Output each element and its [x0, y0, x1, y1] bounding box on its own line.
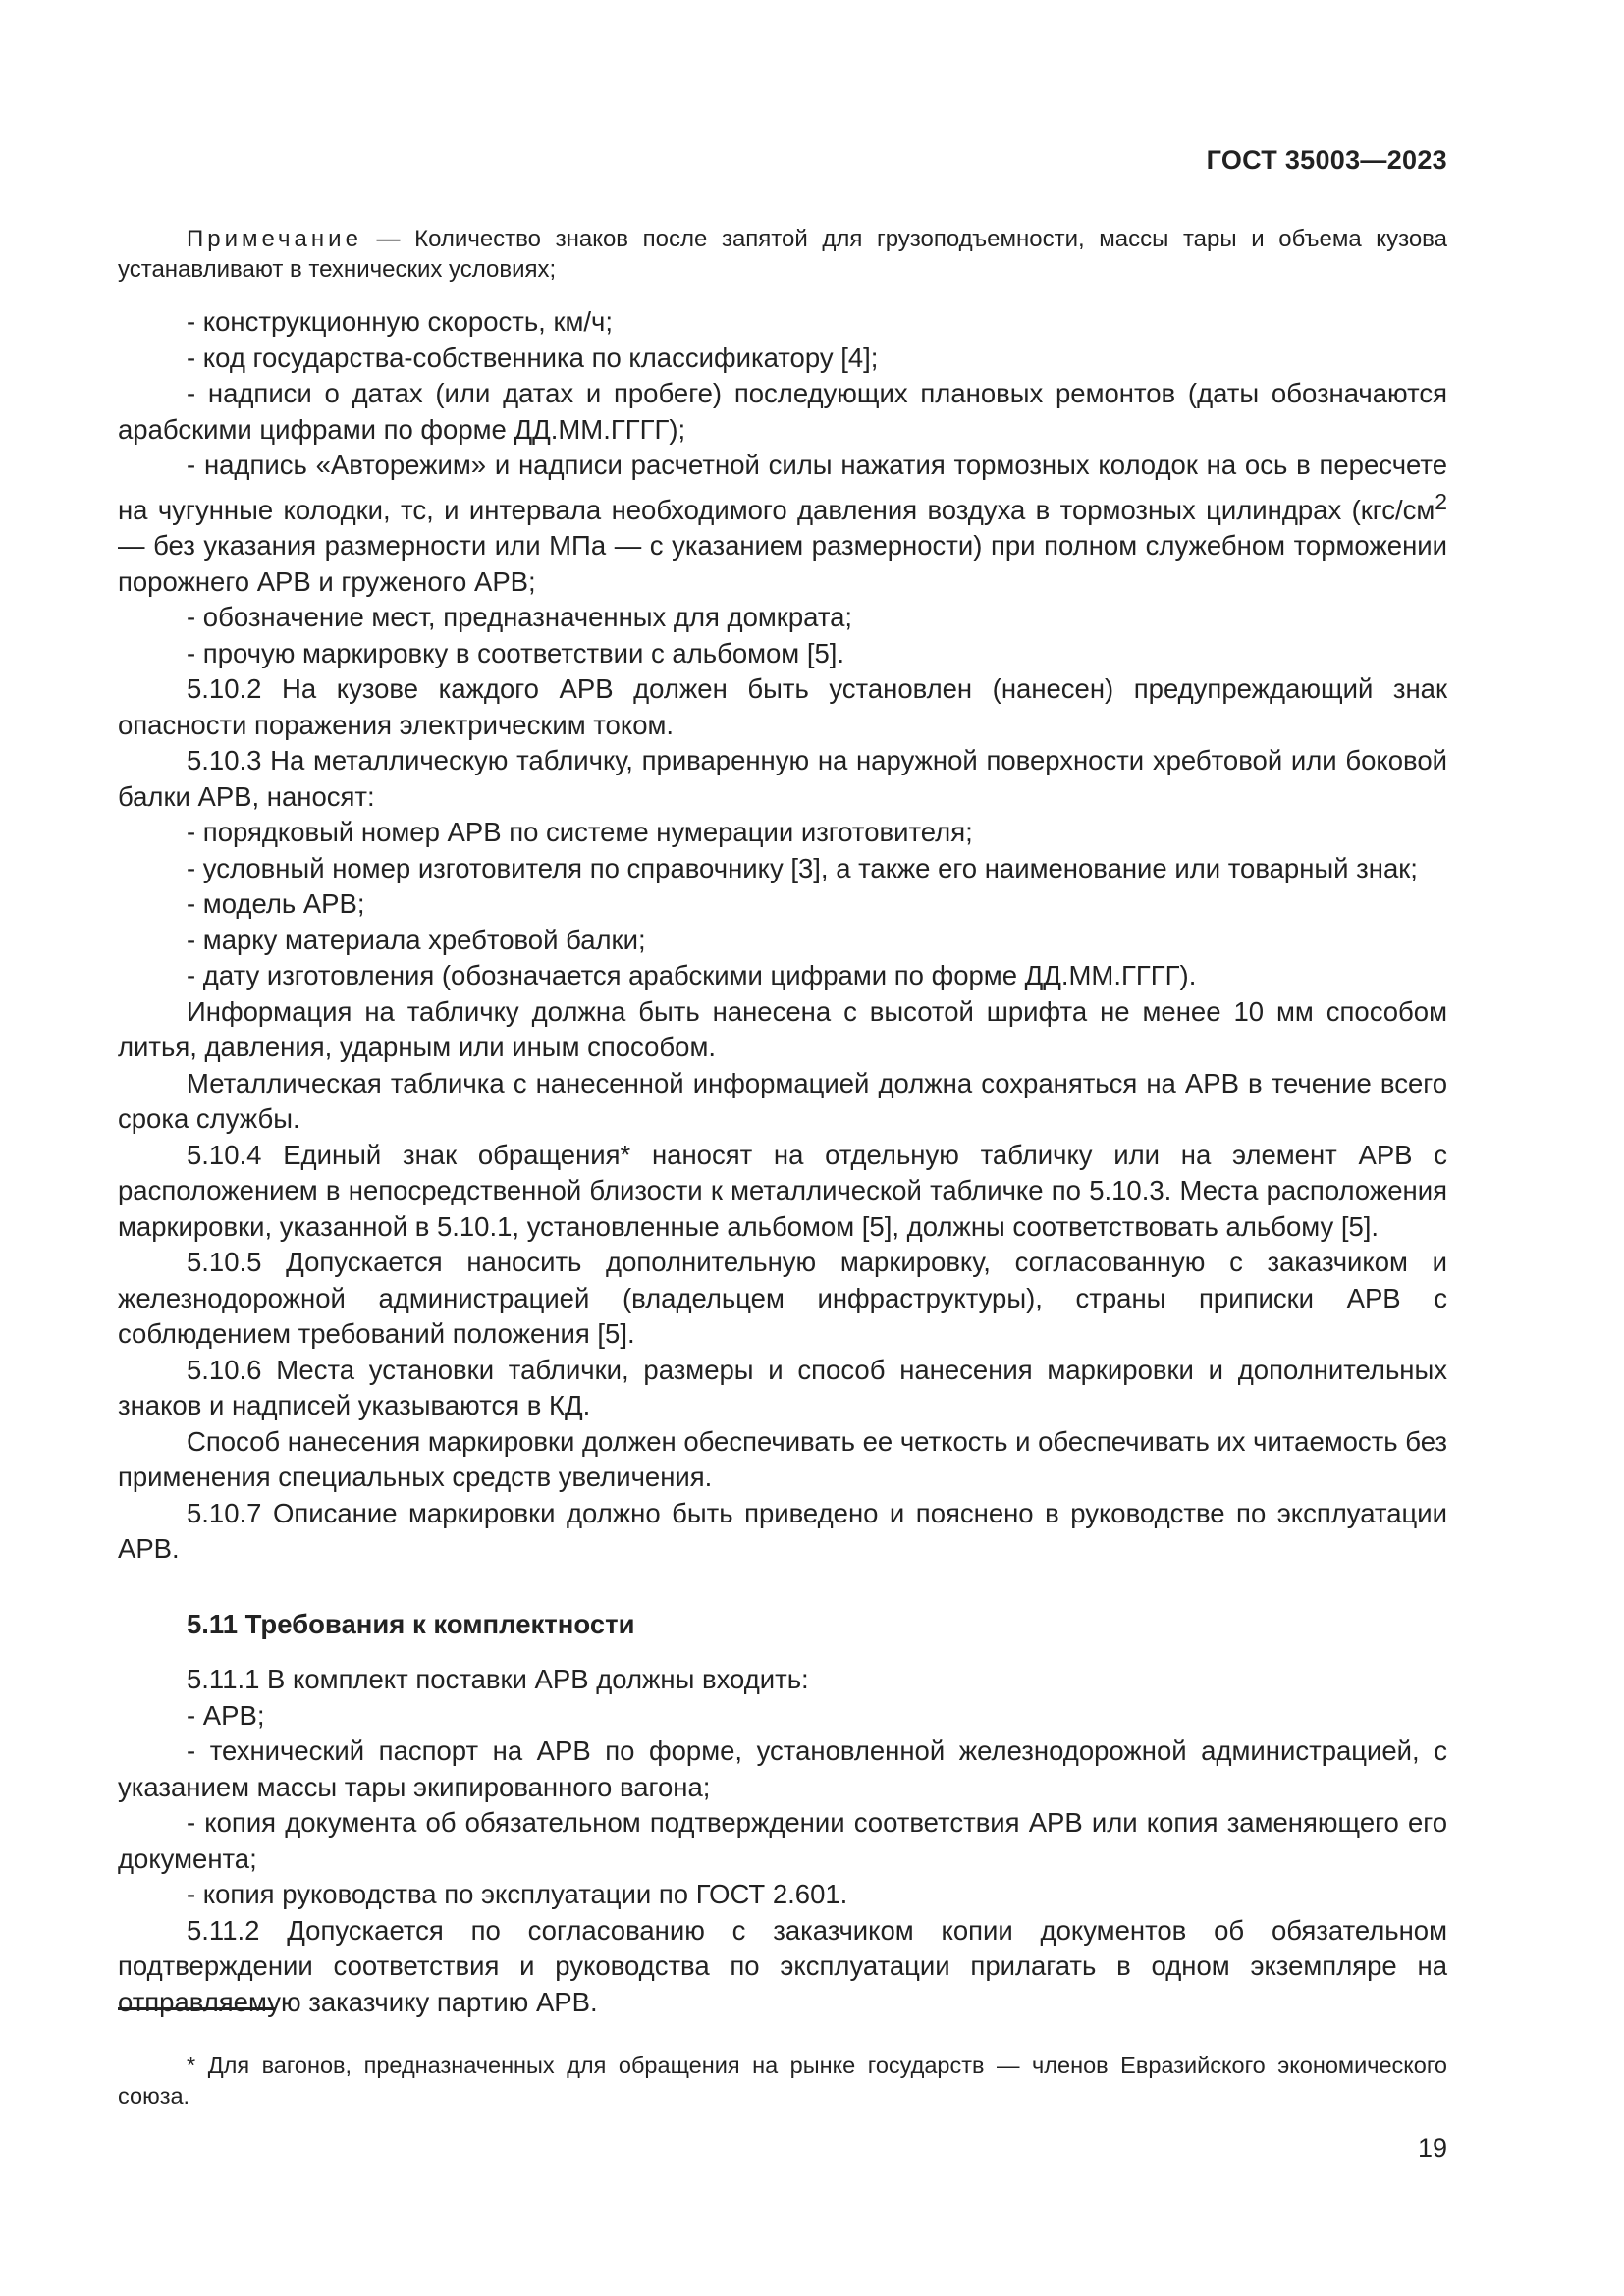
- body-paragraph: Металлическая табличка с нанесенной информацией должна сохраняться на АРВ в течение всего срока службы.: [118, 1067, 1447, 1135]
- list-item: - порядковый номер АРВ по системе нумерации изготовителя;: [187, 817, 973, 848]
- footnote: * Для вагонов, предназначенных для обращения на рынке государств — членов Евразийского экономического союза.: [118, 2052, 1447, 2109]
- footnote-separator: [118, 2007, 275, 2010]
- note-text: — Количество знаков после запятой для грузоподъемности, массы тары и объема кузова устанавливают в технических условиях;: [118, 226, 1447, 283]
- list-item-avtorezhim: [118, 448, 1447, 600]
- list-item: - надписи о датах (или датах и пробеге) последующих плановых ремонтов (даты обозначаются арабскими цифрами по форме ДД.ММ.ГГГГ);: [118, 378, 1447, 445]
- list-item: - модель АРВ;: [187, 888, 365, 920]
- list-item: - копия руководства по эксплуатации по ГОСТ 2.601.: [187, 1879, 848, 1910]
- list-item: - копия документа об обязательном подтверждении соответствия АРВ или копия заменяющего его документа;: [118, 1807, 1447, 1874]
- note-label: Примечание: [187, 226, 362, 252]
- clause-5-10-3: 5.10.3 На металлическую табличку, приваренную на наружной поверхности хребтовой или боковой балки АРВ, наносят:: [118, 745, 1447, 812]
- body-paragraph: Информация на табличку должна быть нанесена с высотой шрифта не менее 10 мм способом литья, давления, ударным или иным способом.: [118, 995, 1447, 1063]
- text-segment: — без указания размерности или МПа — с указанием размерности) при полном служебном торможении порожнего АРВ и груженого АРВ;: [118, 530, 1447, 597]
- clause-5-10-2: 5.10.2 На кузове каждого АРВ должен быть установлен (нанесен) предупреждающий знак опасности поражения электрическим током.: [118, 673, 1447, 740]
- clause-5-10-6: 5.10.6 Места установки таблички, размеры и способ нанесения маркировки и дополнительных знаков и надписей указываются в КД.: [118, 1354, 1447, 1421]
- clause-5-10-4: 5.10.4 Единый знак обращения* наносят на отдельную табличку или на элемент АРВ с расположением в непосредственной близости к металлической табличке по 5.10.3. Места расположения маркировки, указанной в 5.10.1, установленные альбомом [5], должны соответствовать альбому [5].: [118, 1139, 1447, 1242]
- list-item: - дату изготовления (обозначается арабскими цифрами по форме ДД.ММ.ГГГГ).: [187, 960, 1197, 991]
- list-item: - конструкционную скорость, км/ч;: [187, 306, 613, 337]
- page-number: 19: [1417, 2133, 1447, 2163]
- body-paragraph: Способ нанесения маркировки должен обеспечивать ее четкость и обеспечивать их читаемость без применения специальных средств увеличения.: [118, 1425, 1447, 1493]
- list-item: - технический паспорт на АРВ по форме, установленной железнодорожной администрацией, с указанием массы тары экипированного вагона;: [118, 1735, 1447, 1802]
- list-item: - обозначение мест, предназначенных для домкрата;: [187, 602, 853, 633]
- list-item: - АРВ;: [187, 1699, 265, 1731]
- list-item: - прочую маркировку в соответствии с альбомом [5].: [187, 637, 845, 668]
- list-item: - марку материала хребтовой балки;: [187, 924, 646, 955]
- note-paragraph: [118, 224, 1447, 285]
- clause-5-10-5: 5.10.5 Допускается наносить дополнительную маркировку, согласованную с заказчиком и железнодорожной администрацией (владельцем инфраструктуры), страны приписки АРВ с соблюдением требований положения [5].: [118, 1247, 1447, 1350]
- page-body: [118, 224, 1447, 2020]
- clause-5-11-1: 5.11.1 В комплект поставки АРВ должны входить:: [187, 1664, 809, 1695]
- text-segment: - надпись «Авторежим» и надписи расчетной силы нажатия тормозных колодок на ось в пересчете на чугунные колодки, тс, и интервала необходимого давления воздуха в тормозных цилиндрах (кгс/см: [118, 450, 1447, 525]
- superscript: 2: [1435, 488, 1447, 514]
- list-item: - условный номер изготовителя по справочнику [3], а также его наименование или товарный знак;: [187, 852, 1418, 883]
- list-item: - код государства-собственника по классификатору [4];: [187, 342, 879, 373]
- section-heading: 5.11 Требования к комплектности: [187, 1608, 635, 1639]
- clause-5-11-2: 5.11.2 Допускается по согласованию с заказчиком копии документов об обязательном подтверждении соответствия и руководства по эксплуатации прилагать в одном экземпляре на отправляемую заказчику партию АРВ.: [118, 1914, 1447, 2017]
- clause-5-10-7: 5.10.7 Описание маркировки должно быть приведено и пояснено в руководстве по эксплуатации АРВ.: [118, 1497, 1447, 1565]
- document-code: ГОСТ 35003—2023: [1206, 145, 1447, 175]
